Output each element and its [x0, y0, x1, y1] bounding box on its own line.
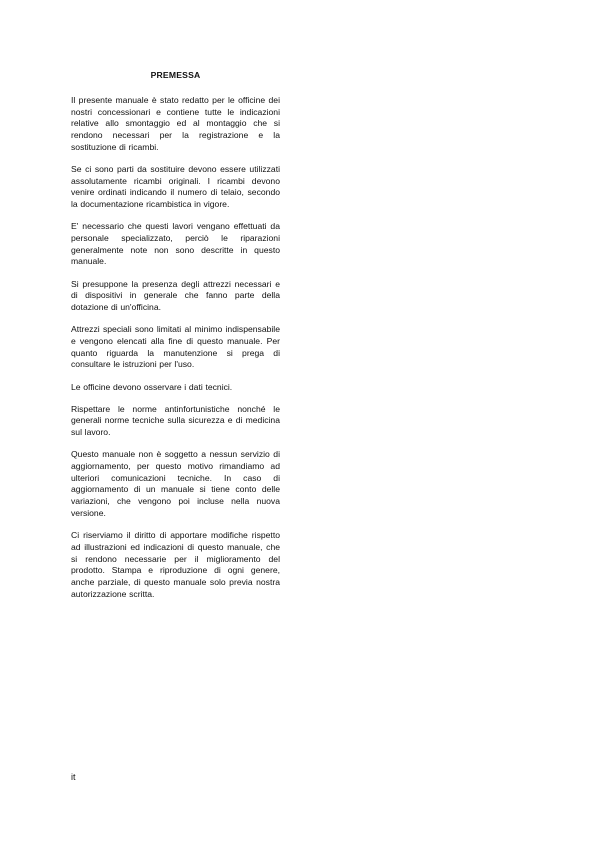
paragraph-safety-rules: Rispettare le norme antinfortunistiche nonché le generali norme tecniche sulla sicurezza e di medicina sul lavoro. — [71, 403, 280, 438]
paragraph-intro: Il presente manuale è stato redatto per le officine dei nostri concessionari e contiene tutte le indicazioni relative allo smontaggio ed al montaggio che si rendono necessari per la registrazione e la sostituzione di ricambi. — [71, 95, 280, 152]
page-title: PREMESSA — [150, 70, 201, 80]
paragraph-updates: Questo manuale non è soggetto a nessun servizio di aggiornamento, per questo motivo rimandiamo ad ulteriori comunicazioni tecniche. In caso di aggiornamento di un manuale si tiene conto delle variazioni, che vengono poi incluse nella nuova versione. — [71, 449, 280, 518]
paragraph-original-parts: Se ci sono parti da sostituire devono essere utilizzati assolutamente ricambi originali. I ricambi devono venire ordinati indicando il numero di telaio, secondo la documentazione ricambistica in vigore. — [71, 164, 280, 210]
language-code: it — [71, 772, 76, 782]
text-column — [71, 70, 280, 611]
paragraph-specialized-staff: E' necessario che questi lavori vengano effettuati da personale specializzato, perciò le riparazioni generalmente note non sono descritte in questo manuale. — [71, 221, 280, 267]
paragraph-special-tools: Attrezzi speciali sono limitati al minimo indispensabile e vengono elencati alla fine di questo manuale. Per quanto riguarda la manutenzione si prega di consultare le istruzioni per l'uso. — [71, 324, 280, 370]
paragraph-technical-data: Le officine devono osservare i dati tecnici. — [71, 381, 233, 392]
paragraph-rights: Ci riserviamo il diritto di apportare modifiche rispetto ad illustrazioni ed indicazioni di questo manuale, che si rendono necessarie per il miglioramento del prodotto. Stampa e riproduzione di ogni genere, anche parziale, di questo manuale solo previa nostra autorizzazione scritta. — [71, 530, 280, 599]
paragraph-tools: Si presuppone la presenza degli attrezzi necessari e di dispositivi in generale che fanno parte della dotazione di un'officina. — [71, 278, 280, 313]
